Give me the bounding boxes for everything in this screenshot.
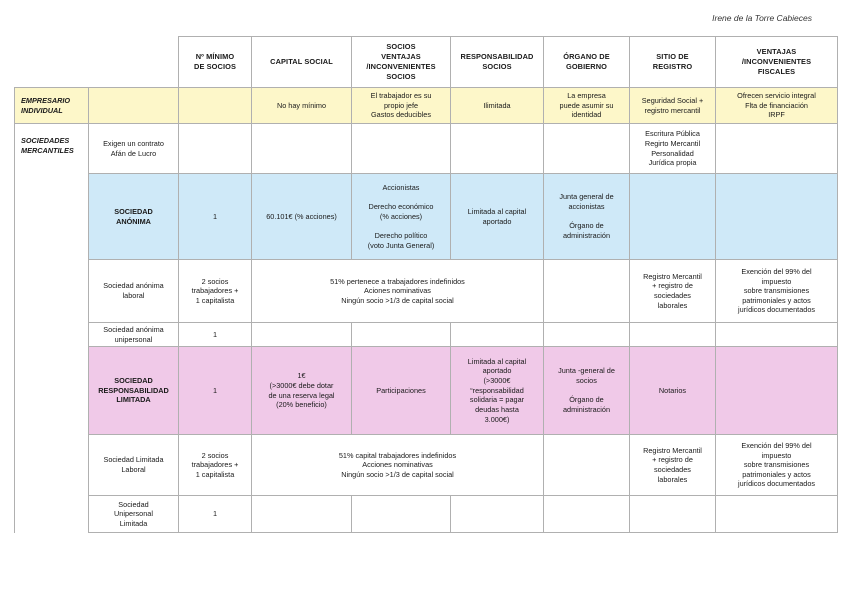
empresario-min (179, 88, 252, 124)
sll-fiscal: Exención del 99% del impuesto sobre transmisiones patrimoniales y actos jurídicos documentados (716, 435, 838, 496)
sa-organo: Junta general de accionistas Órgano de administración (544, 174, 630, 260)
header-row (15, 37, 838, 88)
row-sociedad-anonima-laboral (15, 260, 838, 323)
mercantiles-responsabilidad (451, 124, 544, 174)
sa-registro (630, 174, 716, 260)
sau-min: 1 (179, 323, 252, 347)
header-min-socios: Nº MÍNIMO DE SOCIOS (179, 37, 252, 88)
srl-fiscal (716, 347, 838, 435)
sau-organo (544, 323, 630, 347)
srl-socios: Participaciones (352, 347, 451, 435)
row-sociedad-anonima (15, 174, 838, 260)
row-sociedades-mercantiles (15, 124, 838, 174)
author-name: Irene de la Torre Cabieces (712, 13, 812, 23)
slu-capital (252, 496, 352, 533)
mercantiles-organo (544, 124, 630, 174)
empresario-socios: El trabajador es su propio jefe Gastos deducibles (352, 88, 451, 124)
sll-name: Sociedad Limitada Laboral (89, 435, 179, 496)
sau-name: Sociedad anónima unipersonal (89, 323, 179, 347)
sau-socios (352, 323, 451, 347)
header-responsabilidad: RESPONSABILIDAD SOCIOS (451, 37, 544, 88)
sa-capital: 60.101€ (% acciones) (252, 174, 352, 260)
slu-name: Sociedad Unipersonal Limitada (89, 496, 179, 533)
sa-name: SOCIEDAD ANÓNIMA (89, 174, 179, 260)
srl-capital: 1€ (>3000€ debe dotar de una reserva legal (20% beneficio) (252, 347, 352, 435)
row-sociedad-limitada-laboral (15, 435, 838, 496)
sll-organo (544, 435, 630, 496)
empresario-desc (89, 88, 179, 124)
sal-registro: Registro Mercantil + registro de sociedades laborales (630, 260, 716, 323)
header-sitio-registro: SITIO DE REGISTRO (630, 37, 716, 88)
srl-organo: Junta -general de socios Órgano de administración (544, 347, 630, 435)
sa-responsabilidad: Limitada al capital aportado (451, 174, 544, 260)
mercantiles-min (179, 124, 252, 174)
sll-registro: Registro Mercantil + registro de sociedades laborales (630, 435, 716, 496)
slu-responsabilidad (451, 496, 544, 533)
empresario-capital: No hay mínimo (252, 88, 352, 124)
srl-min: 1 (179, 347, 252, 435)
srl-responsabilidad: Limitada al capital aportado (>3000€ “responsabilidad solidaria = pagar deudas hasta 3.000€) (451, 347, 544, 435)
sa-socios: Accionistas Derecho económico (% acciones) Derecho político (voto Junta General) (352, 174, 451, 260)
empresario-responsabilidad: Ilimitada (451, 88, 544, 124)
sal-organo (544, 260, 630, 323)
mercantiles-capital (252, 124, 352, 174)
sll-min: 2 socios trabajadores + 1 capitalista (179, 435, 252, 496)
empresario-registro: Seguridad Social + registro mercantil (630, 88, 716, 124)
header-socios-ventajas: SOCIOS VENTAJAS /INCONVENIENTES SOCIOS (352, 37, 451, 88)
mercantiles-registro: Escritura Pública Regirto Mercantil Personalidad Jurídica propia (630, 124, 716, 174)
header-blank-1 (15, 37, 89, 88)
mercantiles-desc: Exigen un contrato Afán de Lucro (89, 124, 179, 174)
slu-organo (544, 496, 630, 533)
header-capital-social: CAPITAL SOCIAL (252, 37, 352, 88)
empresario-label: EMPRESARIO INDIVIDUAL (15, 88, 89, 124)
sal-min: 2 socios trabajadores + 1 capitalista (179, 260, 252, 323)
sau-registro (630, 323, 716, 347)
company-types-table (14, 36, 838, 533)
row-sociedad-responsabilidad-limitada (15, 347, 838, 435)
mercantiles-fiscal (716, 124, 838, 174)
sal-capital-socios: 51% pertenece a trabajadores indefinidos Aciones nominativas Ningún socio >1/3 de capital social (252, 260, 544, 323)
srl-name: SOCIEDAD RESPONSABILIDAD LIMITADA (89, 347, 179, 435)
slu-min: 1 (179, 496, 252, 533)
srl-registro: Notarios (630, 347, 716, 435)
sal-fiscal: Exención del 99% del impuesto sobre transmisiones patrimoniales y actos jurídicos documentados (716, 260, 838, 323)
sal-name: Sociedad anónima laboral (89, 260, 179, 323)
row-sociedad-unipersonal-limitada (15, 496, 838, 533)
header-blank-2 (89, 37, 179, 88)
slu-socios (352, 496, 451, 533)
row-sociedad-anonima-unipersonal (15, 323, 838, 347)
row-empresario-individual (15, 88, 838, 124)
slu-fiscal (716, 496, 838, 533)
mercantiles-label: SOCIEDADES MERCANTILES (15, 124, 89, 533)
mercantiles-socios (352, 124, 451, 174)
sau-fiscal (716, 323, 838, 347)
slu-registro (630, 496, 716, 533)
sa-min: 1 (179, 174, 252, 260)
sll-capital-socios: 51% capital trabajadores indefinidos Acciones nominativas Ningún socio >1/3 de capital social (252, 435, 544, 496)
empresario-organo: La empresa puede asumir su identidad (544, 88, 630, 124)
sau-responsabilidad (451, 323, 544, 347)
header-organo-gobierno: ÓRGANO DE GOBIERNO (544, 37, 630, 88)
sa-fiscal (716, 174, 838, 260)
header-ventajas-fiscales: VENTAJAS /INCONVENIENTES FISCALES (716, 37, 838, 88)
empresario-fiscal: Ofrecen servicio integral Flta de financiación IRPF (716, 88, 838, 124)
sau-capital (252, 323, 352, 347)
